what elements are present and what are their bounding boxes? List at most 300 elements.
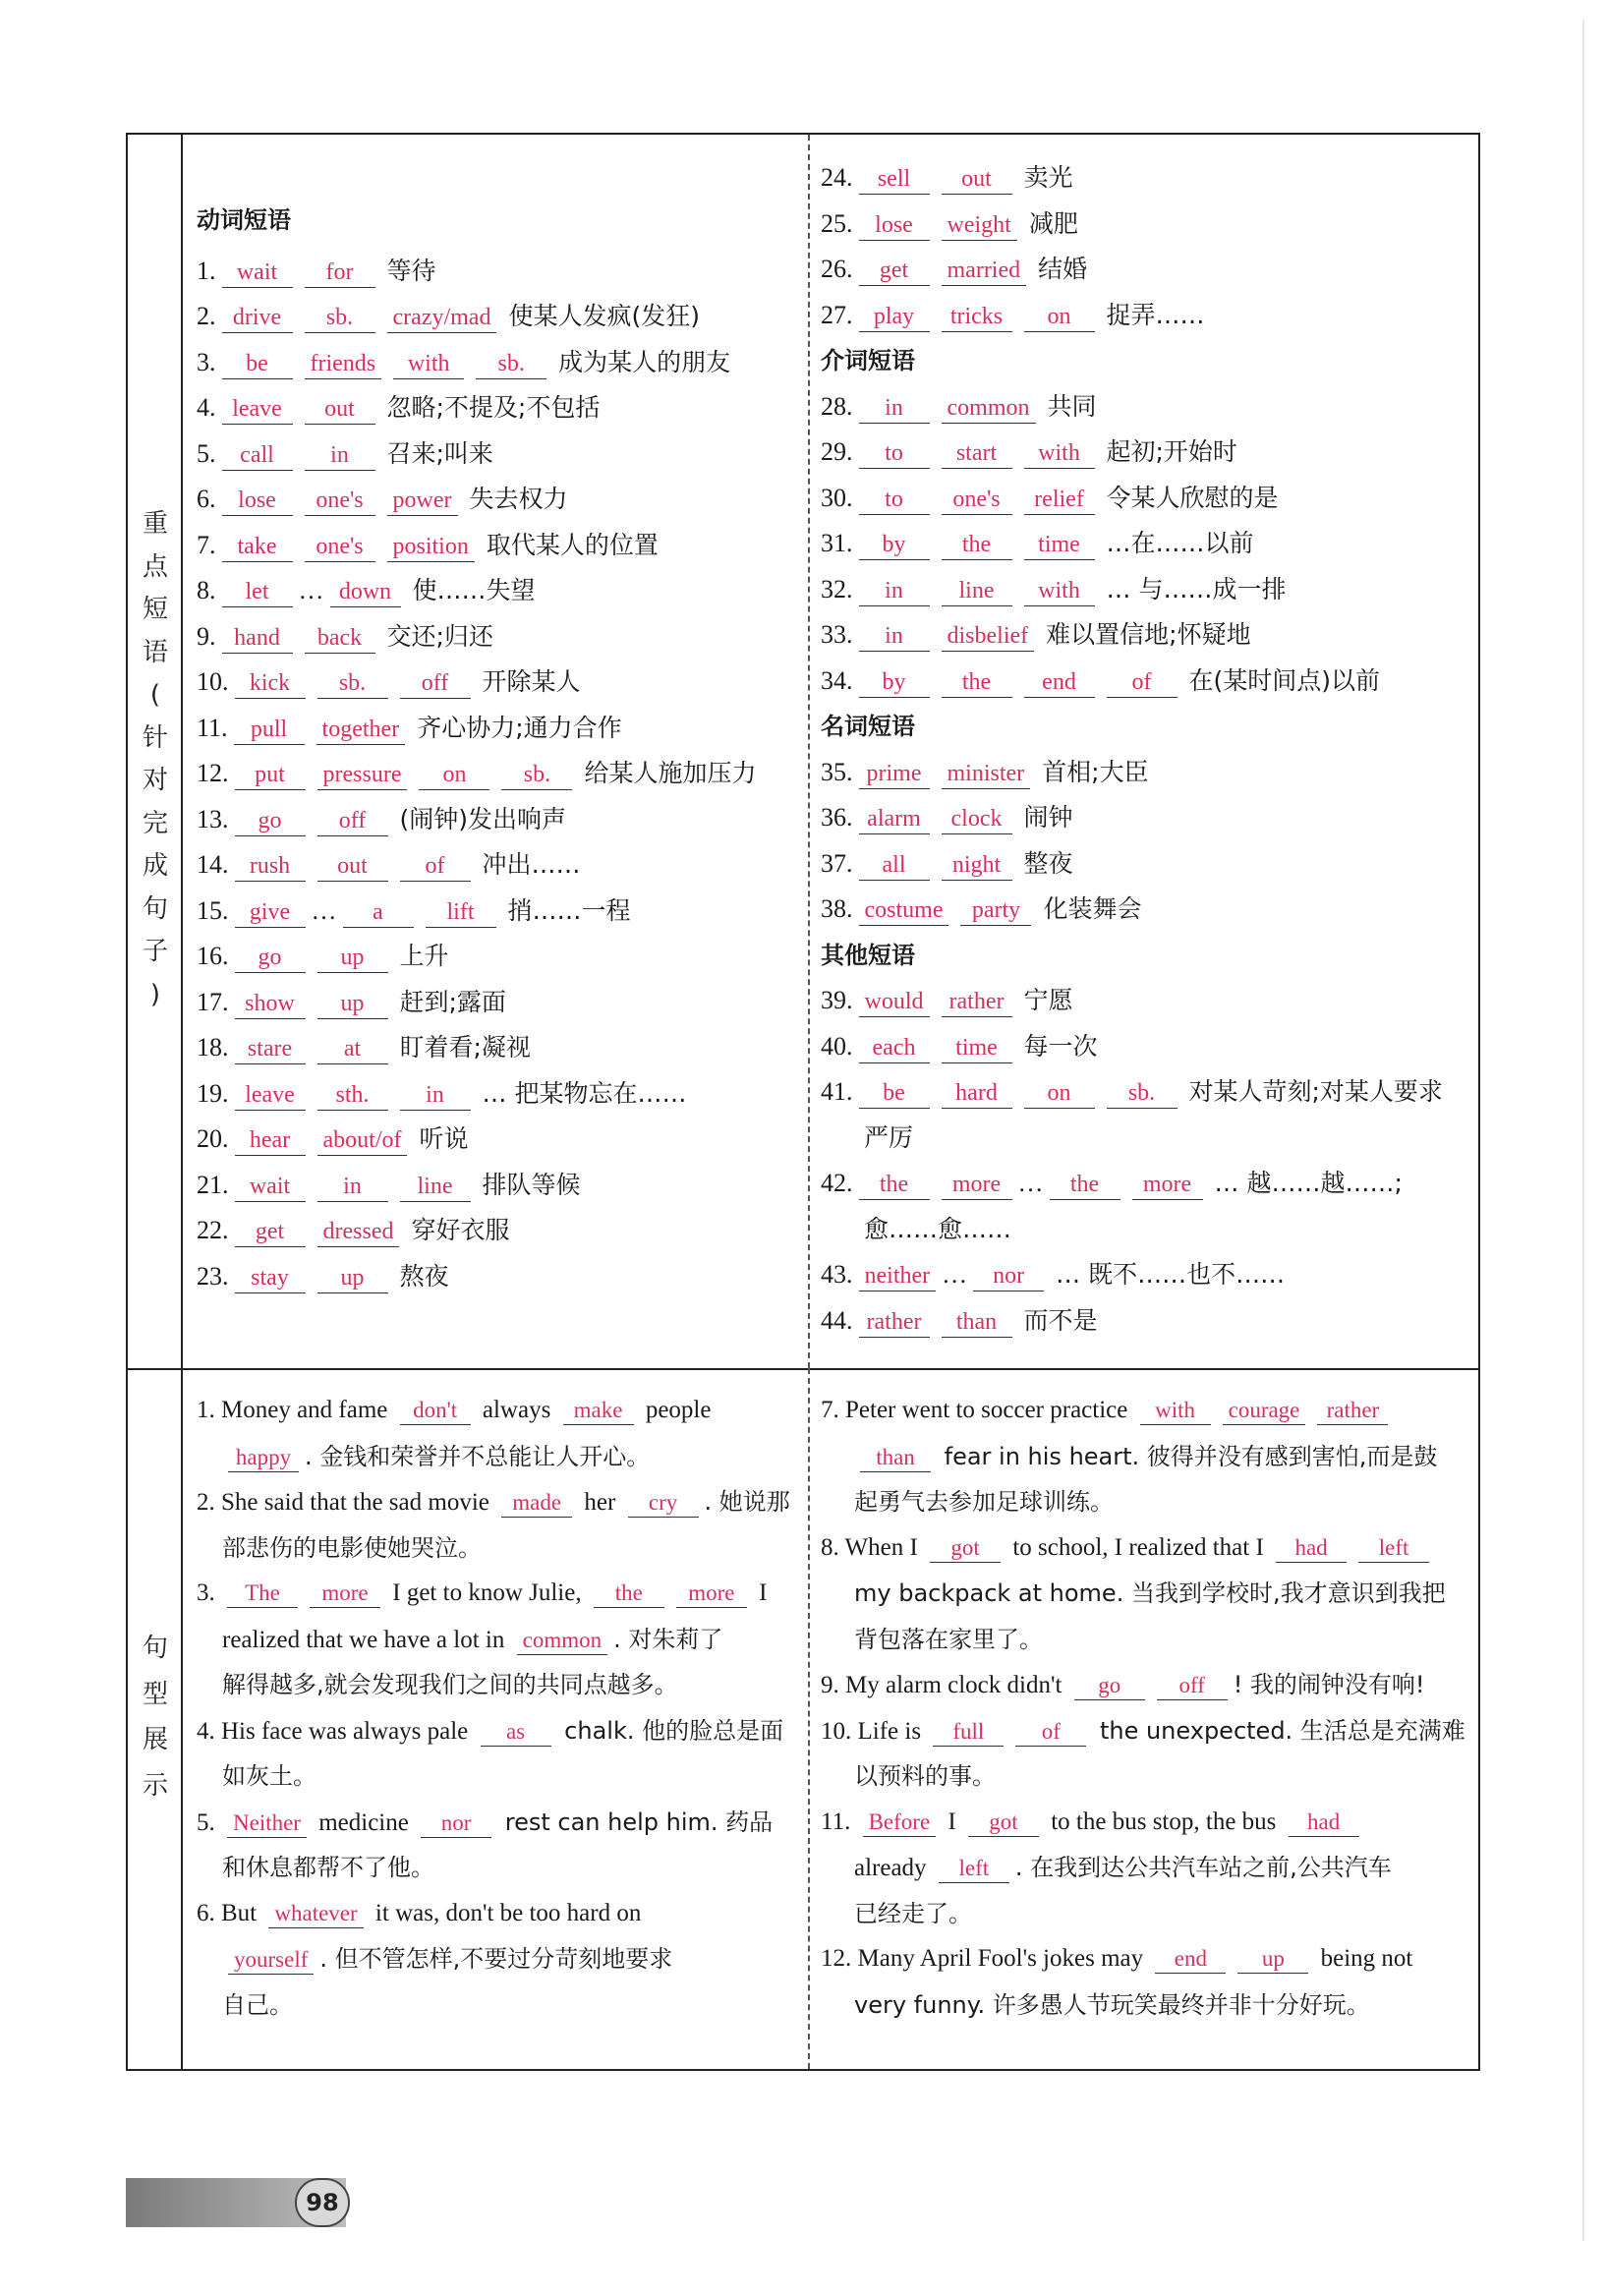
answer-blank: had	[1276, 1534, 1347, 1563]
answer-blank: party	[960, 895, 1031, 926]
answer-blank: out	[305, 394, 375, 425]
answer-blank: of	[1107, 667, 1177, 698]
sentence-line	[222, 1936, 672, 1982]
sentence-text: 9. My alarm clock didn't	[821, 1672, 1068, 1698]
answer-blank: night	[942, 850, 1012, 881]
phrase-meaning: 闹钟	[1023, 803, 1073, 832]
answer-blank: one's	[305, 486, 375, 516]
sentence-text: 以预料的事。	[854, 1762, 996, 1790]
phrase-meaning: 冲出……	[482, 850, 581, 879]
answer-blank: left	[1358, 1534, 1429, 1563]
phrase-line	[821, 158, 1073, 198]
answer-blank: more	[1132, 1170, 1203, 1200]
phrase-line	[821, 798, 1073, 837]
phrase-meaning: 赶到;露面	[399, 987, 506, 1016]
sentence-text: . 对朱莉了	[613, 1625, 723, 1653]
phrase-meaning: 给某人施加压力	[584, 759, 757, 787]
side-label-char: 重	[142, 509, 168, 539]
item-number: 23.	[197, 1261, 229, 1291]
sentence-text: . 在我到达公共汽车站之前,公共汽车	[1014, 1854, 1392, 1881]
answer-blank: whatever	[268, 1900, 363, 1928]
side-label-char: 子	[142, 937, 168, 966]
phrase-line	[197, 434, 493, 474]
sentence-text: 自己。	[222, 1990, 293, 2019]
answer-blank: kick	[235, 668, 306, 699]
answer-blank: on	[1024, 1078, 1095, 1109]
answer-blank: up	[317, 1263, 388, 1293]
item-number: 12.	[197, 759, 229, 787]
item-number: 9.	[197, 621, 216, 651]
sentence-text: 1. Money and fame	[197, 1397, 394, 1423]
phrase-meaning: 召来;叫来	[386, 438, 493, 468]
phrase-meaning: 使……失望	[412, 576, 536, 604]
item-number: 18.	[197, 1033, 229, 1062]
answer-blank: get	[235, 1217, 306, 1247]
answer-blank: all	[859, 850, 930, 881]
item-number: 43.	[821, 1260, 853, 1289]
sentence-line	[222, 1662, 678, 1708]
sentence-text: 2. She said that the sad movie	[197, 1489, 496, 1516]
sentence-text: . 金钱和荣誉并不总能让人开心。	[305, 1442, 651, 1470]
sentence-text: 11.	[821, 1808, 857, 1835]
answer-blank: costume	[859, 895, 949, 926]
answer-blank: off	[1157, 1672, 1228, 1700]
phrase-meaning: 使某人发疯(发狂)	[508, 302, 700, 330]
side-label-char: 针	[142, 722, 168, 753]
phrase-line	[197, 1074, 686, 1114]
answer-blank: leave	[222, 394, 293, 425]
item-number: 29.	[821, 437, 853, 466]
phrase-line	[197, 1119, 469, 1159]
answer-blank: be	[222, 349, 293, 379]
answer-blank: pull	[234, 715, 305, 745]
ellipsis: …	[311, 895, 337, 925]
answer-blank: happy	[228, 1444, 299, 1472]
answer-blank: with	[1024, 438, 1095, 469]
answer-blank: go	[235, 806, 306, 836]
item-number: 2.	[197, 302, 216, 330]
answer-blank: start	[942, 438, 1012, 469]
ellipsis: …	[942, 1260, 968, 1289]
sentence-text: 起勇气去参加足球训练。	[854, 1488, 1114, 1516]
answer-blank: by	[859, 530, 930, 560]
side-label-char: 完	[142, 808, 168, 838]
item-number: 6.	[197, 485, 216, 513]
phrase-meaning: 上升	[399, 942, 449, 970]
sentence-line	[821, 1936, 1412, 1981]
sentence-patterns-section	[128, 1368, 1478, 2069]
phrase-meaning: 熬夜	[399, 1261, 449, 1291]
sentence-text: 6. But	[197, 1899, 263, 1926]
side-label-char: 成	[142, 851, 168, 881]
phrase-meaning: 失去权力	[469, 485, 568, 513]
ellipsis: …	[1017, 1169, 1044, 1197]
phrase-meaning: 严厉	[864, 1122, 914, 1152]
item-number: 35.	[821, 757, 853, 786]
phrase-line	[197, 709, 622, 748]
phrase-line	[197, 1211, 510, 1250]
item-number: 10.	[197, 667, 229, 696]
answer-blank: made	[501, 1489, 572, 1518]
phrase-meaning: … 越……越……;	[1214, 1169, 1403, 1197]
item-number: 7.	[197, 530, 216, 559]
phrase-meaning: 难以置信地;怀疑地	[1046, 620, 1251, 649]
sentence-text: chalk. 他的脸总是面	[556, 1716, 784, 1745]
phrase-meaning: 宁愿	[1023, 986, 1073, 1014]
sentence-line	[854, 1982, 1370, 2029]
sentence-text: ! 我的闹钟没有响!	[1233, 1671, 1425, 1698]
answer-blank: rather	[942, 987, 1012, 1017]
sentence-line	[821, 1662, 1425, 1708]
phrase-meaning: 齐心协力;通力合作	[417, 713, 622, 742]
item-number: 25.	[821, 208, 853, 238]
answer-blank: nor	[973, 1261, 1044, 1292]
key-phrases-section	[128, 135, 1478, 1370]
answer-blank: each	[859, 1033, 930, 1063]
answer-blank: stare	[235, 1034, 306, 1064]
answer-blank: up	[1237, 1945, 1308, 1974]
phrase-line	[197, 1028, 531, 1067]
answer-blank: give	[235, 897, 306, 928]
side-label-char: 句	[142, 893, 168, 924]
page-number: 98	[295, 2178, 350, 2227]
answer-blank: the	[942, 667, 1012, 698]
answer-blank: position	[387, 532, 475, 562]
answer-blank: in	[305, 440, 375, 471]
answer-blank: take	[222, 532, 293, 562]
sentence-line	[821, 1800, 1365, 1845]
answer-blank: more	[310, 1579, 380, 1608]
sentence-line	[821, 1388, 1394, 1433]
phrase-meaning: 排队等候	[482, 1170, 581, 1199]
key-phrases-side-label	[128, 135, 183, 1368]
category-heading: 动词短语	[197, 206, 291, 234]
phrase-line	[821, 524, 1254, 563]
sentence-line	[197, 1800, 773, 1846]
answer-blank: a	[343, 897, 414, 928]
sentence-text: 部悲伤的电影使她哭泣。	[222, 1533, 482, 1562]
sentence-line	[222, 1845, 434, 1891]
phrase-meaning: 减肥	[1028, 208, 1078, 238]
phrase-line	[821, 570, 1286, 609]
side-label-char: 点	[142, 551, 168, 582]
phrase-line	[821, 1255, 1285, 1294]
answer-blank: the	[859, 1170, 930, 1200]
sentence-text: it was, don't be too hard on	[369, 1899, 642, 1926]
phrases-right-column	[821, 135, 1469, 1368]
answer-blank: play	[859, 302, 930, 332]
side-label-char: 短	[142, 595, 168, 624]
phrase-line	[197, 526, 659, 565]
answer-blank: end	[1024, 667, 1095, 698]
answer-blank: power	[387, 486, 458, 516]
answer-blank: end	[1155, 1945, 1226, 1974]
answer-blank: go	[1074, 1672, 1145, 1700]
answer-blank: hard	[942, 1078, 1012, 1109]
sentence-line	[854, 1617, 1043, 1663]
side-label-char: 对	[142, 766, 168, 795]
answer-blank: time	[1024, 530, 1095, 560]
answer-blank: time	[942, 1033, 1012, 1063]
phrase-line	[197, 845, 581, 885]
item-number: 28.	[821, 391, 853, 421]
phrase-meaning: 开除某人	[482, 667, 581, 696]
item-number: 4.	[197, 393, 216, 422]
answer-blank: sb.	[501, 760, 572, 790]
sentence-text: 解得越多,就会发现我们之间的共同点越多。	[222, 1671, 678, 1698]
item-number: 11.	[197, 713, 228, 742]
sentence-line	[854, 1434, 1437, 1480]
side-label-char: (	[149, 680, 161, 710]
answer-blank: be	[859, 1078, 930, 1109]
sentence-text: I get to know Julie,	[386, 1579, 588, 1606]
answer-blank: on	[1024, 302, 1095, 332]
phrase-meaning: 而不是	[1023, 1305, 1098, 1335]
answer-blank: Before	[863, 1808, 937, 1837]
side-label-char: 句	[142, 1634, 168, 1663]
answer-blank: pressure	[317, 760, 408, 790]
phrase-line	[197, 983, 506, 1022]
phrase-line	[821, 1164, 1403, 1203]
category-heading: 介词短语	[821, 347, 915, 374]
item-number: 39.	[821, 986, 853, 1014]
item-number: 20.	[197, 1124, 229, 1153]
phrase-line	[821, 844, 1073, 884]
phrase-line	[821, 479, 1279, 518]
sentence-text: being not	[1314, 1945, 1413, 1972]
answer-blank: wait	[222, 258, 293, 288]
sentence-text: 7. Peter went to soccer practice	[821, 1397, 1134, 1423]
item-number: 44.	[821, 1305, 853, 1335]
side-label-char: 语	[142, 637, 168, 667]
phrase-line	[197, 800, 566, 839]
sentence-text: 3.	[197, 1579, 221, 1606]
phrase-line	[197, 937, 449, 976]
sentence-text: I	[752, 1579, 768, 1606]
answer-blank: get	[859, 256, 930, 286]
answer-blank: in	[317, 1172, 388, 1202]
answer-blank: would	[859, 987, 930, 1017]
sentence-text: 4. His face was always pale	[197, 1717, 475, 1745]
phrase-meaning: 取代某人的位置	[486, 530, 659, 559]
phrase-meaning: 卖光	[1023, 163, 1073, 192]
answer-blank: of	[1015, 1718, 1086, 1747]
phrase-meaning: 令某人欣慰的是	[1106, 483, 1279, 512]
side-label-text	[128, 503, 183, 1016]
answer-blank: tricks	[942, 302, 1012, 332]
answer-blank: call	[222, 440, 293, 471]
answer-blank: out	[317, 851, 388, 882]
answer-blank: sb.	[1107, 1078, 1177, 1109]
item-number: 19.	[197, 1078, 229, 1108]
sentence-line	[197, 1571, 767, 1616]
phrase-line	[197, 343, 730, 382]
answer-blank: The	[227, 1579, 298, 1608]
sentence-line	[854, 1479, 1114, 1525]
answer-blank: hand	[222, 623, 293, 654]
phrase-meaning: 盯着看;凝视	[399, 1033, 531, 1062]
answer-blank: up	[317, 989, 388, 1019]
phrase-line	[821, 615, 1251, 655]
side-label-text	[128, 1626, 183, 1808]
side-label-char: 展	[142, 1725, 168, 1754]
answer-blank: sell	[859, 164, 930, 195]
sentence-line	[197, 1708, 783, 1754]
sentence-patterns-side-label	[128, 1368, 183, 2069]
side-label-char: )	[149, 979, 161, 1009]
phrase-line	[821, 204, 1078, 244]
phrase-line	[821, 1072, 1443, 1112]
answer-blank: off	[317, 806, 388, 836]
item-number: 14.	[197, 850, 229, 879]
answer-blank: back	[305, 623, 375, 654]
answer-blank: down	[330, 577, 401, 607]
sentence-line	[222, 1982, 293, 2029]
phrase-meaning: 共同	[1047, 391, 1097, 421]
answer-blank: off	[400, 668, 471, 699]
answer-blank: alarm	[859, 804, 930, 834]
phrase-meaning: 每一次	[1023, 1031, 1098, 1061]
sentence-text: 12. Many April Fool's jokes may	[821, 1945, 1150, 1972]
phrase-meaning: 起初;开始时	[1106, 437, 1237, 466]
phrase-meaning: 结婚	[1038, 255, 1088, 283]
answer-blank: by	[859, 667, 930, 698]
answer-blank: drive	[222, 303, 293, 333]
answer-blank: to	[859, 438, 930, 469]
answer-blank: line	[942, 576, 1012, 606]
answer-blank: than	[942, 1307, 1012, 1338]
sentence-text: always	[476, 1397, 557, 1423]
answer-blank: friends	[305, 349, 382, 379]
phrase-meaning: 首相;大臣	[1042, 757, 1149, 786]
sentence-line	[222, 1434, 650, 1480]
answer-blank: had	[1289, 1808, 1359, 1837]
phrase-line	[197, 1166, 581, 1205]
item-number: 21.	[197, 1170, 229, 1199]
phrase-line	[821, 296, 1205, 335]
sentence-line	[197, 1479, 790, 1525]
phrase-meaning: 捎……一程	[507, 895, 631, 925]
sentence-line	[854, 1891, 972, 1937]
phrase-meaning: 等待	[386, 256, 436, 285]
phrase-meaning: 在(某时间点)以前	[1188, 665, 1381, 695]
answer-blank: left	[939, 1855, 1009, 1883]
phrase-line	[821, 1210, 1011, 1249]
answer-blank: in	[859, 621, 930, 652]
sentence-text: 10. Life is	[821, 1717, 928, 1745]
phrase-line	[821, 250, 1087, 289]
answer-blank: sb.	[317, 668, 388, 699]
sentence-text: rest can help him. 药品	[497, 1808, 774, 1836]
phrase-line	[197, 388, 600, 428]
phrase-meaning: 穿好衣服	[411, 1216, 510, 1244]
answer-blank: crazy/mad	[387, 303, 497, 333]
phrase-meaning: (闹钟)发出响声	[399, 804, 567, 833]
answer-blank: rush	[235, 851, 306, 882]
phrase-meaning: … 既不……也不……	[1056, 1260, 1286, 1289]
answer-blank: wait	[235, 1172, 306, 1202]
item-number: 33.	[821, 620, 853, 649]
answer-blank: minister	[942, 759, 1031, 789]
sentence-line	[222, 1617, 722, 1663]
answer-blank: line	[400, 1172, 471, 1202]
answer-blank: lift	[426, 897, 496, 928]
phrase-meaning: 愈……愈……	[864, 1214, 1012, 1243]
phrase-meaning: 交还;归还	[386, 621, 493, 651]
phrase-line	[821, 661, 1380, 701]
sentence-text: her	[578, 1489, 622, 1516]
sentence-text: 已经走了。	[854, 1899, 972, 1927]
category-heading: 名词短语	[821, 713, 915, 740]
sentence-line	[197, 1388, 711, 1433]
phrase-line	[197, 754, 756, 793]
phrase-meaning: 成为某人的朋友	[558, 347, 731, 376]
answer-blank: in	[859, 576, 930, 606]
phrase-line	[197, 662, 581, 702]
answer-blank: got	[930, 1534, 1001, 1563]
sentence-text: already	[854, 1855, 933, 1881]
item-number: 31.	[821, 529, 853, 557]
item-number: 24.	[821, 163, 853, 192]
item-number: 17.	[197, 987, 229, 1016]
answer-blank: let	[222, 577, 293, 607]
answer-blank: full	[933, 1718, 1004, 1747]
answer-blank: cry	[628, 1489, 699, 1518]
answer-blank: at	[317, 1034, 388, 1064]
answer-blank: relief	[1024, 485, 1095, 515]
sentence-text: realized that we have a lot in	[222, 1626, 511, 1653]
phrase-meaning: 化装舞会	[1043, 894, 1142, 923]
answer-blank: common	[517, 1627, 608, 1655]
sentence-text: . 她说那	[704, 1488, 790, 1516]
item-number: 34.	[821, 665, 853, 695]
sentence-text: I	[942, 1808, 962, 1835]
answer-blank: lose	[859, 210, 930, 241]
phrase-line	[197, 891, 631, 931]
side-label-char: 型	[142, 1679, 168, 1709]
answer-blank: disbelief	[942, 621, 1035, 652]
item-number: 42.	[821, 1169, 853, 1197]
answer-blank: about/of	[317, 1125, 408, 1156]
item-number: 5.	[197, 438, 216, 468]
sentence-line	[821, 1525, 1435, 1571]
answer-blank: put	[235, 760, 306, 790]
sentence-text: 和休息都帮不了他。	[222, 1854, 434, 1881]
answer-blank: the	[594, 1579, 664, 1608]
answer-blank: leave	[235, 1080, 306, 1111]
phrase-line	[197, 252, 436, 291]
answer-blank: in	[859, 393, 930, 424]
item-number: 13.	[197, 804, 229, 833]
item-number: 16.	[197, 942, 229, 970]
sentence-text: medicine	[312, 1808, 416, 1836]
answer-blank: yourself	[228, 1946, 314, 1975]
item-number: 26.	[821, 255, 853, 283]
sentence-text: my backpack at home. 当我到学校时,我才意识到我把	[854, 1579, 1446, 1607]
item-number: 30.	[821, 483, 853, 512]
answer-blank: one's	[305, 532, 375, 562]
item-number: 27.	[821, 300, 853, 329]
answer-blank: more	[942, 1170, 1012, 1200]
item-number: 38.	[821, 894, 853, 923]
sentence-text: very funny. 许多愚人节玩笑最终并非十分好玩。	[854, 1990, 1370, 2019]
item-number: 36.	[821, 803, 853, 832]
phrase-line	[821, 981, 1073, 1020]
answer-blank: in	[400, 1080, 471, 1111]
answer-blank: with	[393, 349, 464, 379]
item-number: 40.	[821, 1031, 853, 1061]
answer-blank: common	[942, 393, 1036, 424]
